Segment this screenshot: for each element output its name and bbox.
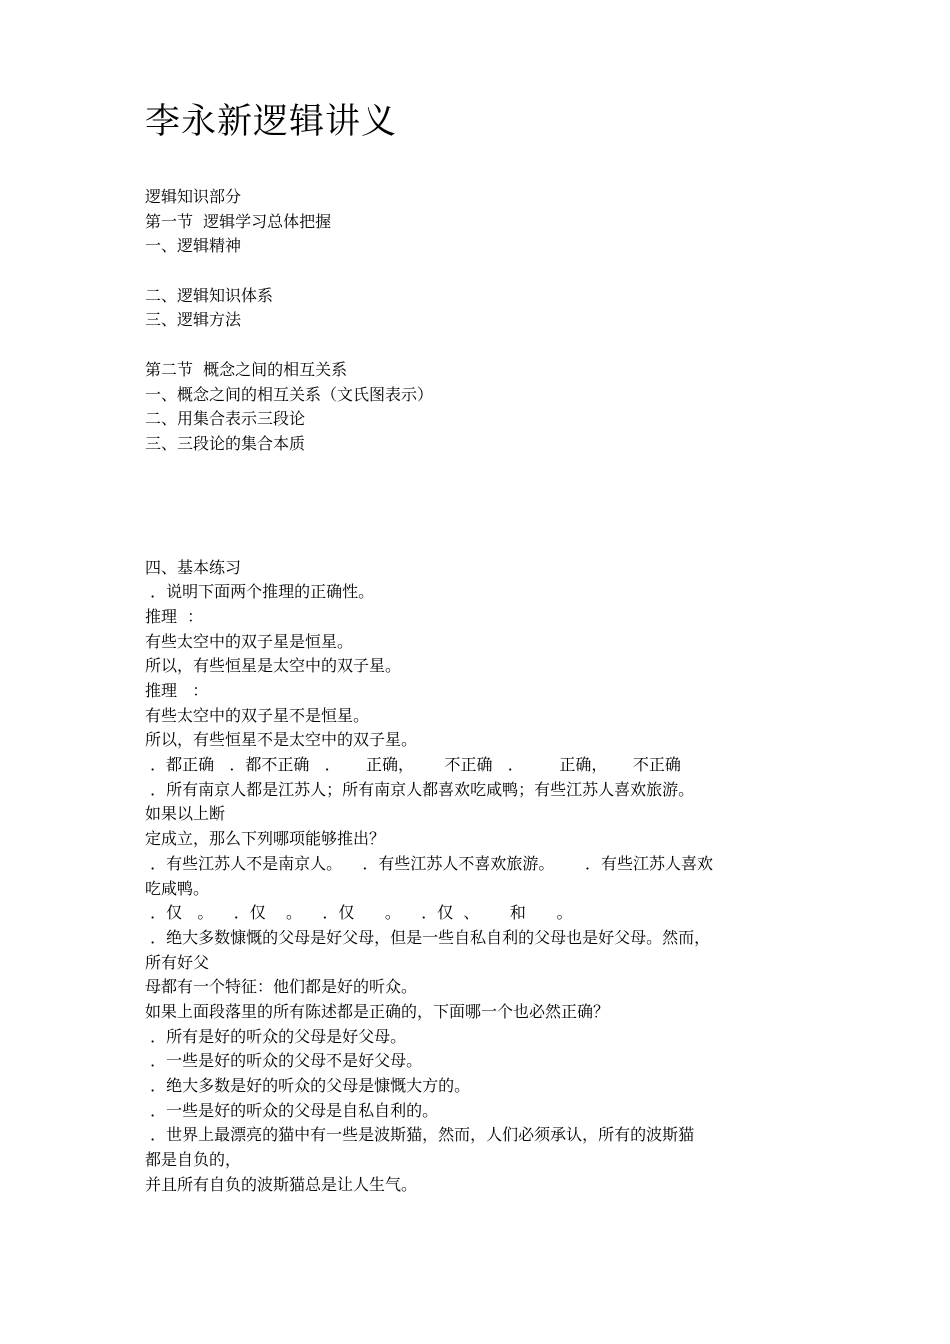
practice-line: 所有好父 (145, 952, 210, 972)
practice-heading: 四、基本练习 (145, 557, 242, 577)
section-item: 二、用集合表示三段论 (145, 409, 306, 429)
practice-line: 推理 ： (145, 606, 204, 626)
practice-line: 并且所有自负的波斯猫总是让人生气。 (145, 1174, 418, 1194)
section-item: 三、逻辑方法 (145, 310, 242, 330)
practice-line: 有些太空中的双子星不是恒星。 (145, 705, 370, 725)
practice-line: ．一些是好的听众的父母是自私自利的。 (145, 1100, 439, 1120)
practice-line: 定成立，那么下列哪项能够推出？ (145, 829, 386, 849)
section-heading: 第二节 概念之间的相互关系 (145, 359, 348, 379)
practice-line: 所以，有些恒星不是太空中的双子星。 (145, 730, 418, 750)
practice-line: ．有些江苏人不是南京人。 ．有些江苏人不喜欢旅游。 ．有些江苏人喜欢 (145, 853, 713, 873)
practice-line: ．所有南京人都是江苏人；所有南京人都喜欢吃咸鸭；有些江苏人喜欢旅游。 (145, 779, 695, 799)
section-item: 一、概念之间的相互关系（文氏图表示） (145, 384, 434, 404)
practice-line: ．绝大多数慷慨的父母是好父母，但是一些自私自利的父母也是好父母。然而， (145, 927, 711, 947)
section-item: 一、逻辑精神 (145, 236, 242, 256)
practice-line: 吃咸鸭。 (145, 878, 210, 898)
section-heading: 第一节 逻辑学习总体把握 (145, 211, 332, 231)
section-item: 二、逻辑知识体系 (145, 285, 274, 305)
practice-line: 母都有一个特征：他们都是好的听众。 (145, 977, 418, 997)
document-body (145, 185, 815, 1197)
practice-line: ．说明下面两个推理的正确性。 (145, 582, 375, 602)
practice-line: ．一些是好的听众的父母不是好父母。 (145, 1051, 423, 1071)
practice-line: 如果上面段落里的所有陈述都是正确的，下面哪一个也必然正确？ (145, 1001, 610, 1021)
practice-line: ．仅 。 ．仅 。 ．仅 。 ．仅 、 和 。 (145, 903, 573, 923)
practice-line: 有些太空中的双子星是恒星。 (145, 631, 354, 651)
practice-line: ．世界上最漂亮的猫中有一些是波斯猫，然而，人们必须承认，所有的波斯猫 (145, 1125, 695, 1145)
practice-line: 推理 ： (145, 681, 209, 700)
part-heading: 逻辑知识部分 (145, 187, 242, 206)
practice-line: 所以，有些恒星是太空中的双子星。 (145, 656, 402, 676)
practice-line: ．都正确 ．都不正确 ． 正确， 不正确 ． 正确， 不正确 (145, 755, 681, 775)
practice-line: ．绝大多数是好的听众的父母是慷慨大方的。 (145, 1076, 471, 1095)
section-item: 三、三段论的集合本质 (145, 433, 306, 453)
practice-line: 如果以上断 (145, 804, 226, 824)
document-title: 李永新逻辑讲义 (145, 102, 398, 142)
practice-line: 都是自负的， (145, 1150, 242, 1170)
practice-line: ．所有是好的听众的父母是好父母。 (145, 1026, 407, 1046)
